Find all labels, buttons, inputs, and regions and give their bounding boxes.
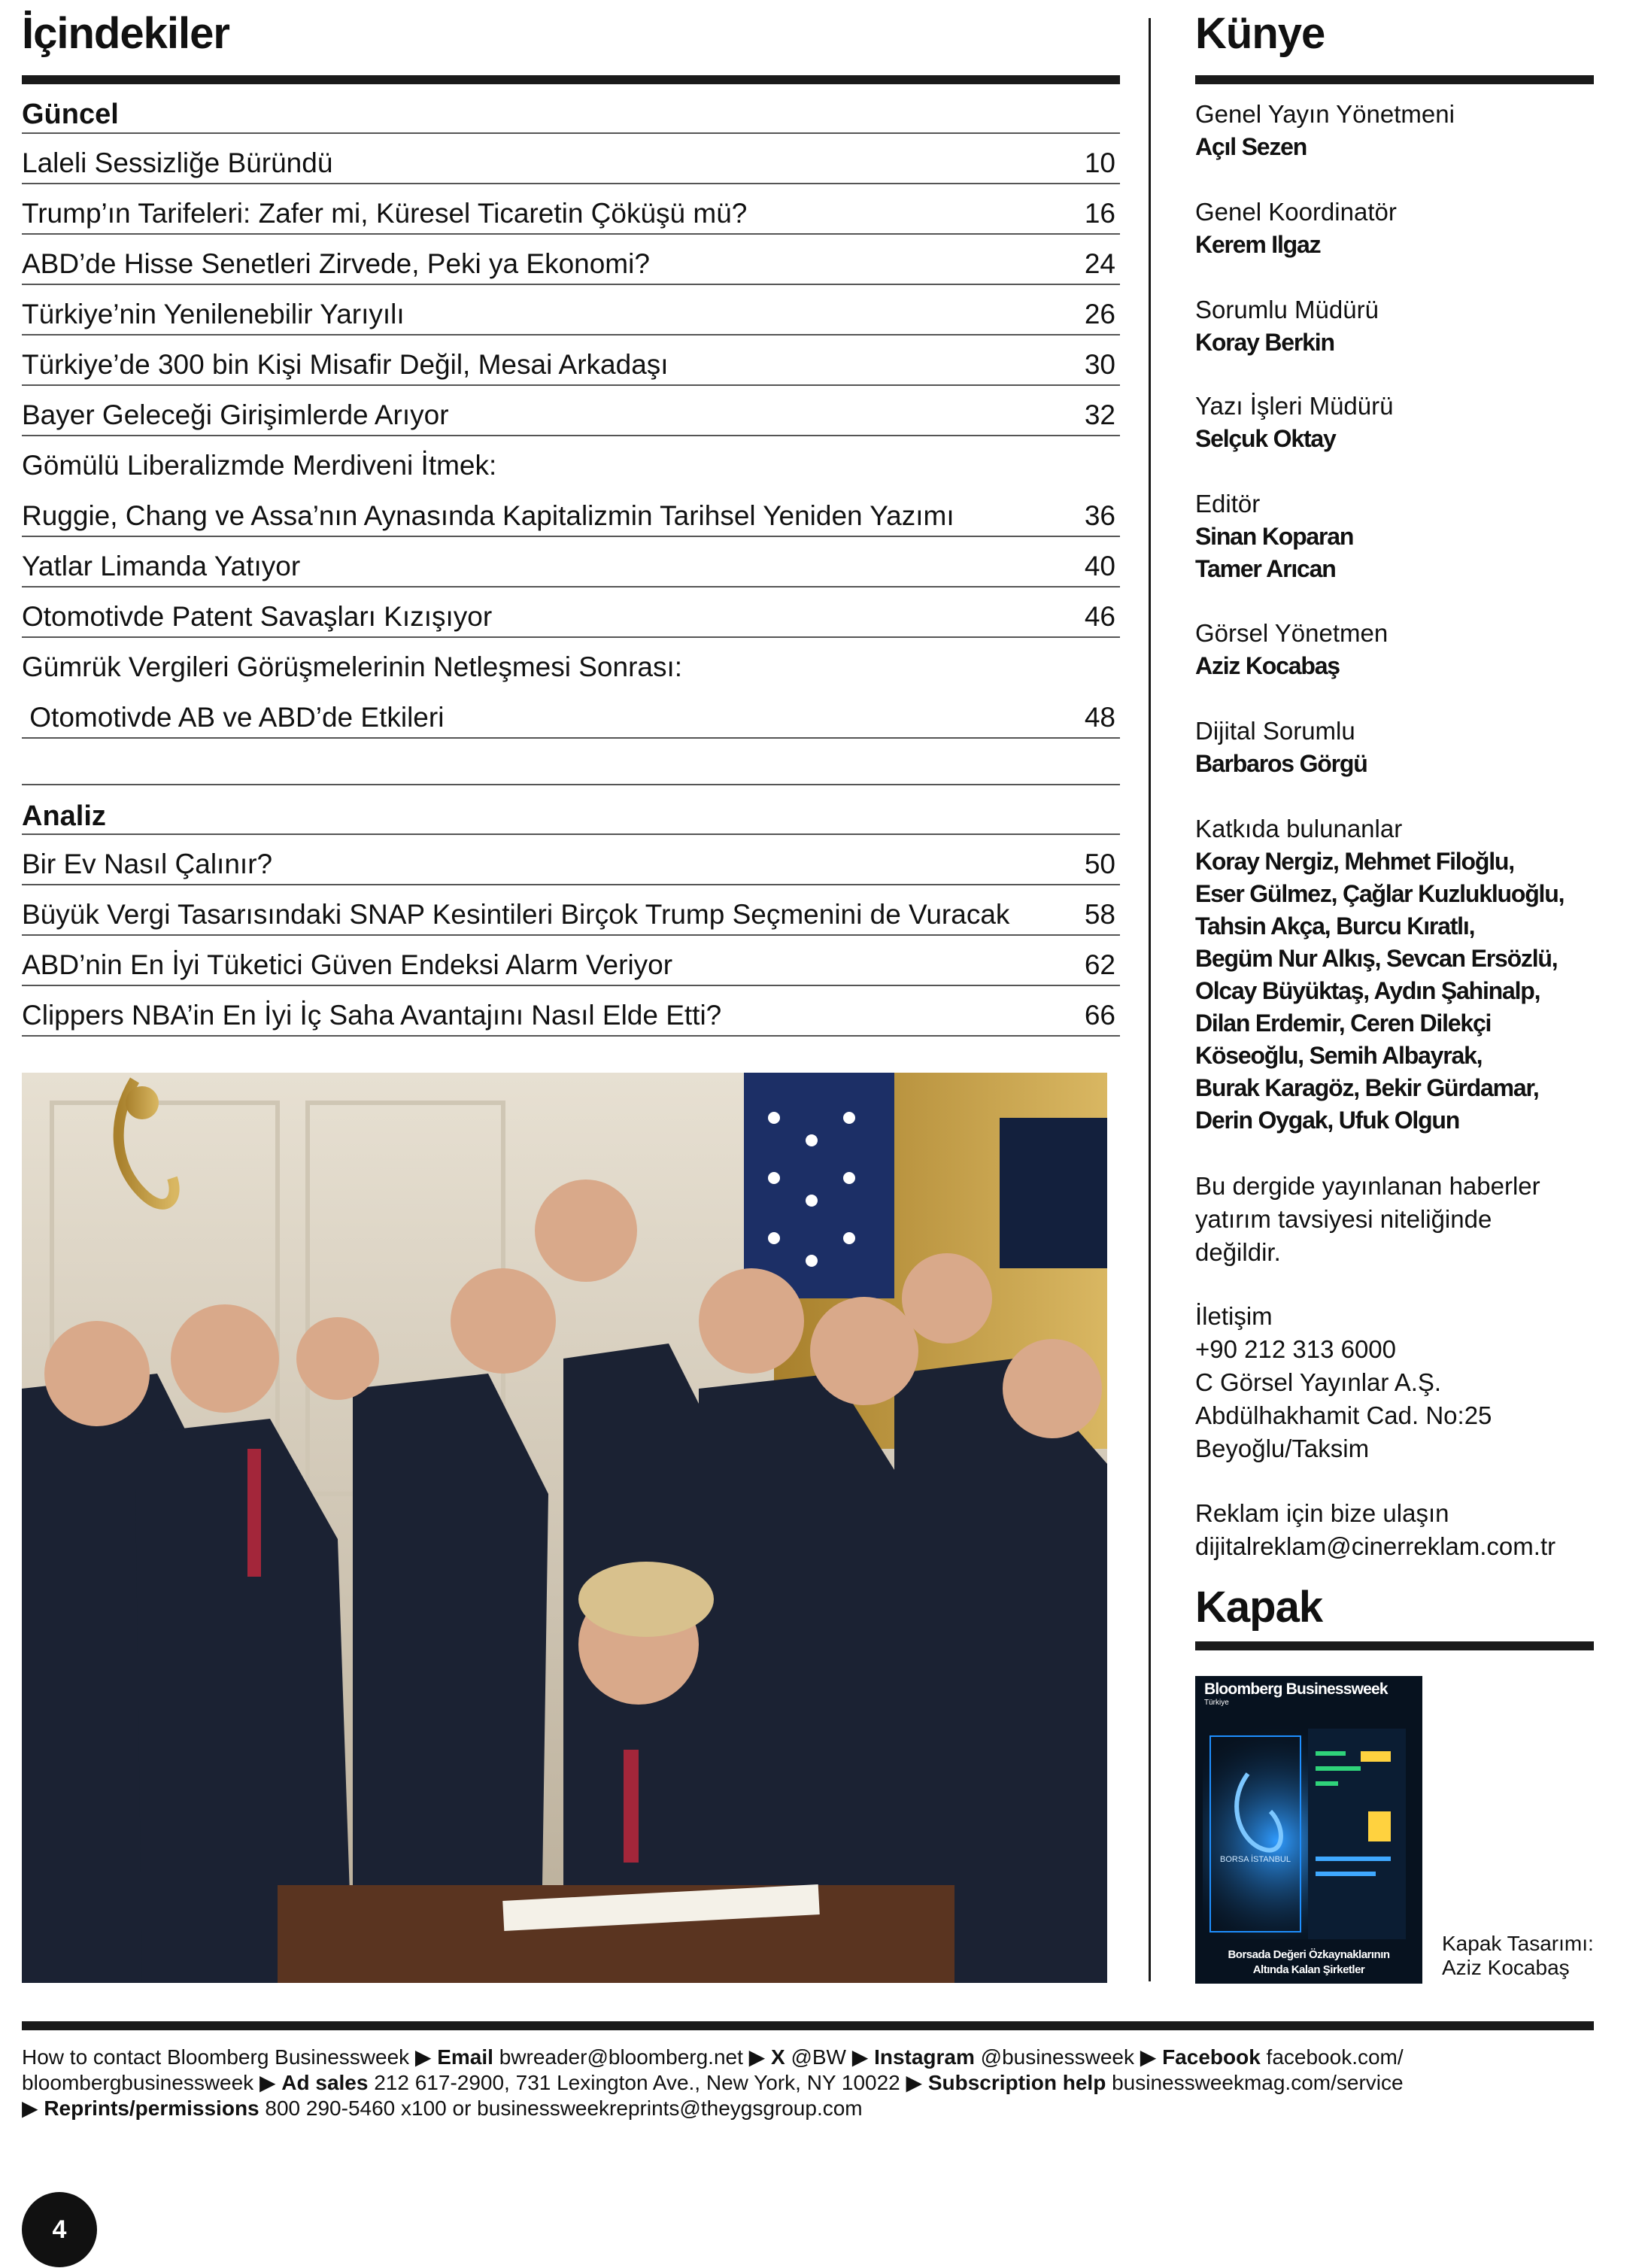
toc-entry[interactable] (22, 638, 1120, 688)
toc-entry-page: 48 (1084, 702, 1115, 733)
masthead-name: Olcay Büyüktaş, Aydın Şahinalp, (1195, 977, 1540, 1004)
cover-brand: Bloomberg Businessweek (1204, 1681, 1388, 1698)
toc-entry-title: Otomotivde AB ve ABD’de Etkileri (22, 702, 445, 733)
page-number: 4 (52, 2215, 67, 2244)
toc-entry-page: 26 (1084, 299, 1115, 329)
footer-x-handle[interactable]: @BW ▶ (785, 2045, 875, 2069)
footer-facebook-label: Facebook (1162, 2045, 1261, 2069)
cover-design-label: Kapak Tasarımı: (1442, 1932, 1594, 1955)
toc-entry-title: Gömülü Liberalizmde Merdiveni İtmek: (22, 450, 497, 481)
footer-line-3 (22, 2096, 1594, 2121)
toc-entry[interactable] (22, 235, 1120, 285)
masthead-name: Kerem Ilgaz (1195, 231, 1321, 258)
toc-section-analiz-heading: Analiz (22, 800, 106, 832)
toc-entry-page: 58 (1084, 899, 1115, 930)
masthead-role: Sorumlu Müdürü (1195, 296, 1379, 323)
toc-entry-page: 16 (1084, 198, 1115, 229)
toc-entry-page: 66 (1084, 1000, 1115, 1031)
toc-entry-title: Türkiye’nin Yenilenebilir Yarıyılı (22, 299, 405, 329)
divider (22, 784, 1120, 785)
toc-entry[interactable] (22, 335, 1120, 386)
masthead-name: Tahsin Akça, Burcu Kıratlı, (1195, 912, 1475, 940)
feature-photo (22, 1073, 1107, 1983)
toc-entry-page: 24 (1084, 248, 1115, 279)
contact-address: Abdülhakhamit Cad. No:25 (1195, 1401, 1492, 1429)
divider (22, 737, 1120, 739)
footer-facebook-link-cont[interactable]: bloombergbusinessweek ▶ (22, 2071, 282, 2094)
masthead-role: Görsel Yönetmen (1195, 619, 1389, 647)
masthead-name: Koray Berkin (1195, 329, 1334, 356)
toc-entry-title: ABD’nin En İyi Tüketici Güven Endeksi Alarm Veriyor (22, 949, 673, 980)
toc-entry-page: 40 (1084, 551, 1115, 581)
footer-line-2 (22, 2070, 1594, 2096)
cover-thumbnail[interactable] (1195, 1676, 1422, 1984)
footer-reprints-info[interactable]: 800 290-5460 x100 or businessweekreprints@theygsgroup.com (259, 2096, 863, 2120)
toc-entry-title: Otomotivde Patent Savaşları Kızışıyor (22, 601, 493, 632)
contact-company: C Görsel Yayınlar A.Ş. (1195, 1368, 1442, 1396)
masthead-name: Açıl Sezen (1195, 133, 1307, 160)
masthead-name: Koray Nergiz, Mehmet Filoğlu, (1195, 848, 1514, 875)
toc-entry-page: 30 (1084, 349, 1115, 380)
toc-entry[interactable] (22, 134, 1120, 184)
toc-entry[interactable] (22, 386, 1120, 436)
cover-section-title: Kapak (1195, 1583, 1323, 1632)
footer-x-label: X (770, 2045, 785, 2069)
footer-instagram-handle[interactable]: @businessweek ▶ (974, 2045, 1163, 2069)
masthead-role: Genel Yayın Yönetmeni (1195, 100, 1455, 128)
toc-section-guncel-heading: Güncel (22, 99, 119, 130)
footer-intro: How to contact Bloomberg Businessweek ▶ (22, 2045, 438, 2069)
footer-subscription-label: Subscription help (927, 2071, 1106, 2094)
toc-entry-title: Laleli Sessizliğe Büründü (22, 147, 333, 178)
masthead-name: Köseoğlu, Semih Albayrak, (1195, 1042, 1483, 1069)
toc-entry[interactable] (22, 537, 1120, 587)
masthead-name: Barbaros Görgü (1195, 750, 1367, 777)
toc-entry-page: 50 (1084, 849, 1115, 879)
column-divider (1149, 18, 1151, 1981)
toc-entry-title: Trump’ın Tarifeleri: Zafer mi, Küresel Ticaretin Çöküşü mü? (22, 198, 748, 229)
disclaimer-line: değildir. (1195, 1238, 1281, 1266)
toc-entry[interactable] (22, 688, 1120, 739)
footer-adsales-label: Ad sales (281, 2071, 369, 2094)
toc-entry-title: Yatlar Limanda Yatıyor (22, 551, 301, 581)
footer-instagram-label: Instagram (874, 2045, 975, 2069)
footer-facebook-link[interactable]: facebook.com/ (1260, 2045, 1404, 2069)
cover-logo-text: BORSA İSTANBUL (1220, 1855, 1291, 1864)
masthead-name: Eser Gülmez, Çağlar Kuzlukluoğlu, (1195, 880, 1565, 907)
masthead-role: Genel Koordinatör (1195, 198, 1397, 226)
toc-entry[interactable] (22, 587, 1120, 638)
footer-email-label: Email (437, 2045, 493, 2069)
contact-footer (22, 2045, 1594, 2121)
toc-entry[interactable] (22, 487, 1120, 537)
toc-entry-page: 10 (1084, 147, 1115, 178)
toc-entry[interactable] (22, 936, 1120, 986)
masthead-name: Selçuk Oktay (1195, 425, 1336, 452)
toc-entry-title: Bayer Geleceği Girişimlerde Arıyor (22, 399, 449, 430)
toc-entry[interactable] (22, 184, 1120, 235)
cover-title-rule (1195, 1641, 1594, 1650)
toc-entry-title: Gümrük Vergileri Görüşmelerinin Netleşmesi Sonrası: (22, 651, 683, 682)
footer-email-link[interactable]: bwreader@bloomberg.net ▶ (493, 2045, 766, 2069)
masthead-name: Begüm Nur Alkış, Sevcan Ersözlü, (1195, 945, 1558, 972)
cover-edition: Türkiye (1204, 1699, 1229, 1707)
footer-reprints-label: Reprints/permissions (44, 2096, 259, 2120)
disclaimer-line: Bu dergide yayınlanan haberler (1195, 1172, 1540, 1200)
masthead-name: Sinan Koparan (1195, 523, 1354, 550)
disclaimer-line: yatırım tavsiyesi niteliğinde (1195, 1205, 1492, 1233)
toc-title: İçindekiler (22, 9, 229, 58)
toc-entry[interactable] (22, 285, 1120, 335)
masthead-name: Burak Karagöz, Bekir Gürdamar, (1195, 1074, 1539, 1101)
contact-city: Beyoğlu/Taksim (1195, 1435, 1370, 1462)
toc-entry-page: 46 (1084, 601, 1115, 632)
footer-adsales-info: 212 617-2900, 731 Lexington Ave., New York, NY 10022 ▶ (368, 2071, 928, 2094)
toc-entry-title: Ruggie, Chang ve Assa’nın Aynasında Kapitalizmin Tarihsel Yeniden Yazımı (22, 500, 955, 531)
toc-entry[interactable] (22, 986, 1120, 1037)
footer-rule (22, 2021, 1594, 2030)
toc-entry[interactable] (22, 835, 1120, 885)
ads-email-link[interactable]: dijitalreklam@cinerreklam.com.tr (1195, 1532, 1556, 1560)
toc-entry-title: ABD’de Hisse Senetleri Zirvede, Peki ya Ekonomi? (22, 248, 650, 279)
toc-entry-page: 62 (1084, 949, 1115, 980)
toc-entry-title: Türkiye’de 300 bin Kişi Misafir Değil, Mesai Arkadaşı (22, 349, 669, 380)
toc-entry-page: 32 (1084, 399, 1115, 430)
masthead-role: Yazı İşleri Müdürü (1195, 392, 1394, 420)
masthead-role: Editör (1195, 490, 1261, 518)
masthead-name: Tamer Arıcan (1195, 555, 1336, 582)
masthead-name: Dilan Erdemir, Ceren Dilekçi (1195, 1010, 1492, 1037)
footer-line-1 (22, 2045, 1594, 2070)
toc-entry[interactable] (22, 885, 1120, 936)
cover-design-name: Aziz Kocabaş (1442, 1956, 1570, 1979)
table-of-contents (22, 0, 1120, 1053)
contact-phone[interactable]: +90 212 313 6000 (1195, 1335, 1397, 1363)
cover-headline-line-2: Altında Kalan Şirketler (1252, 1963, 1365, 1976)
toc-title-rule (22, 75, 1120, 84)
page-number-badge (22, 2192, 97, 2267)
ads-heading: Reklam için bize ulaşın (1195, 1499, 1449, 1527)
footer-arrow: ▶ (22, 2096, 44, 2120)
masthead-name: Derin Oygak, Ufuk Olgun (1195, 1107, 1460, 1134)
masthead-name: Aziz Kocabaş (1195, 652, 1340, 679)
cover-art (1195, 1676, 1422, 1984)
masthead-role: Dijital Sorumlu (1195, 717, 1355, 745)
toc-entry-title: Büyük Vergi Tasarısındaki SNAP Kesintileri Birçok Trump Seçmenini de Vuracak (22, 899, 1010, 930)
divider (22, 1035, 1120, 1037)
toc-entry-title: Clippers NBA’in En İyi İç Saha Avantajını Nasıl Elde Etti? (22, 1000, 722, 1031)
cover-headline-line-1: Borsada Değeri Özkaynaklarının (1228, 1948, 1390, 1961)
masthead-title-rule (1195, 75, 1594, 84)
masthead-role: Katkıda bulunanlar (1195, 815, 1403, 843)
toc-entry-title: Bir Ev Nasıl Çalınır? (22, 849, 273, 879)
contact-heading: İletişim (1195, 1302, 1273, 1330)
masthead-title: Künye (1195, 9, 1325, 58)
toc-entry[interactable] (22, 436, 1120, 487)
footer-subscription-link[interactable]: businessweekmag.com/service (1106, 2071, 1404, 2094)
toc-entry-page: 36 (1084, 500, 1115, 531)
